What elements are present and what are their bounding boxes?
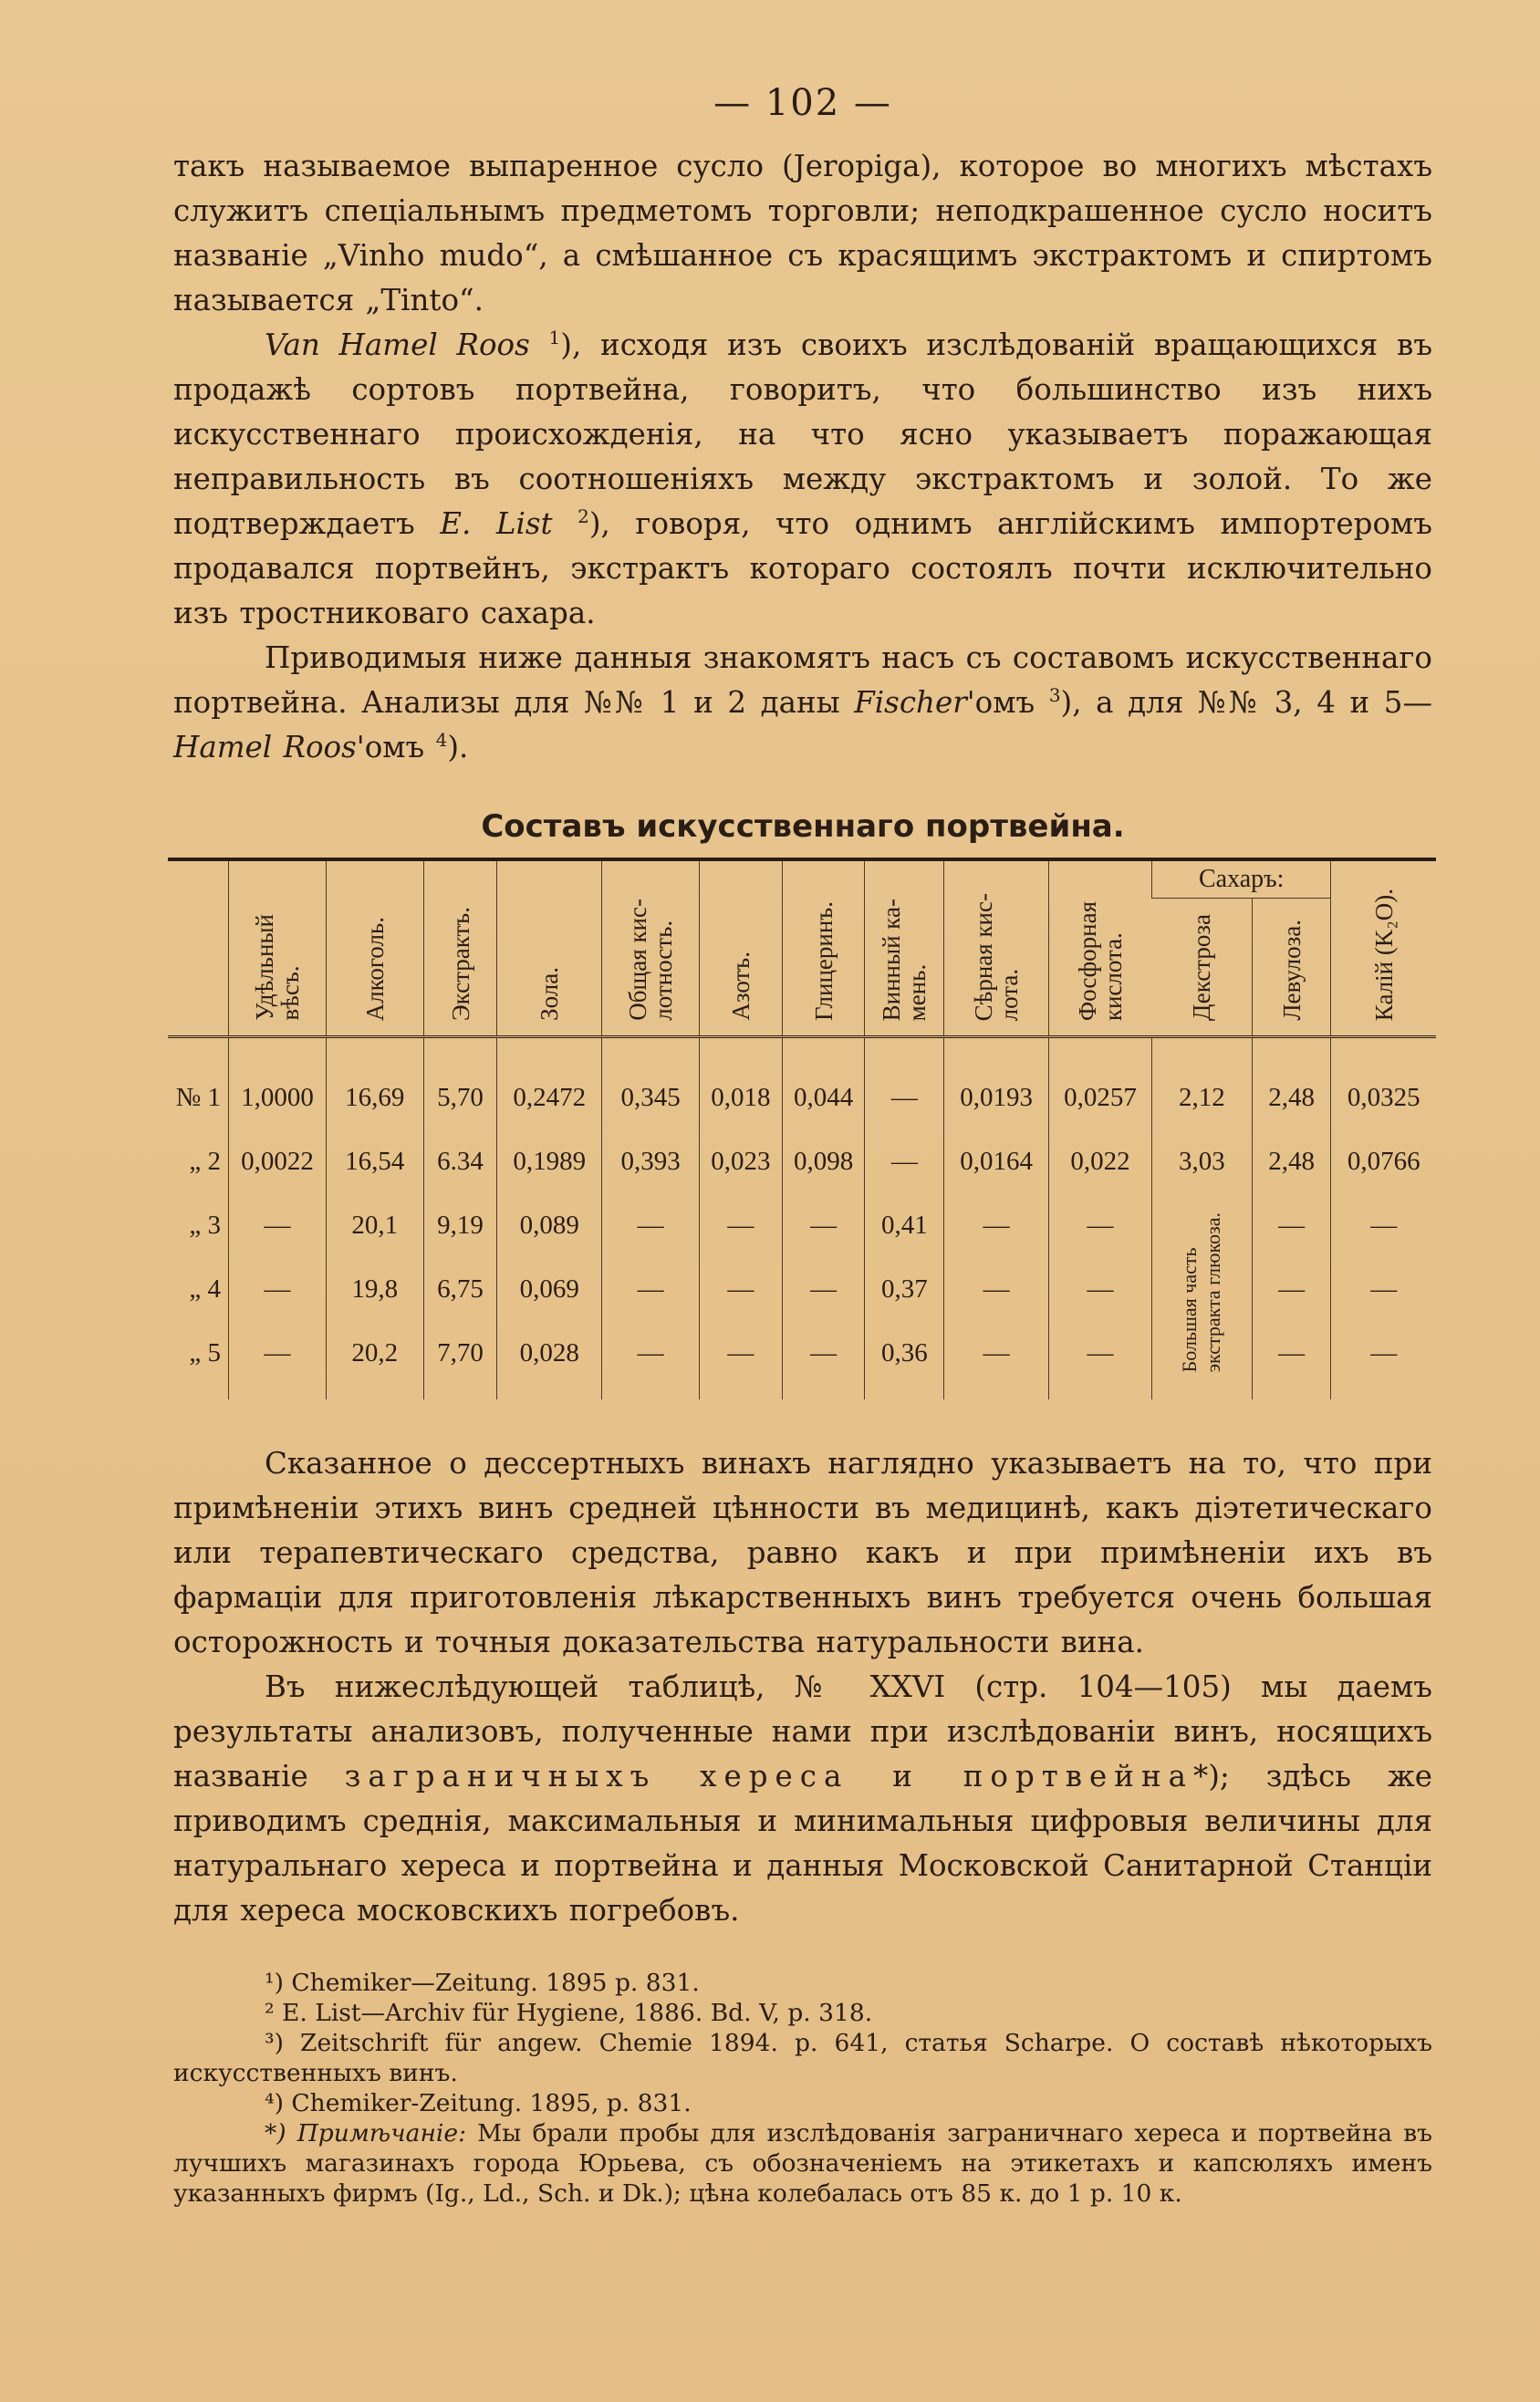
paragraph-4: Сказанное о дессертныхъ винахъ наглядно указываетъ на то, что при примѣненіи этихъ винъ средней цѣнности въ медицинѣ, какъ діэтетическаго или терапевтическаго средства, равно какъ и при примѣненіи ихъ въ фармаціи для приготовленія лѣкарственныхъ винъ требуется очень большая осторожность и точныя доказательства натуральности вина. <box>173 1446 1432 1659</box>
paragraph-3-text-a: Приводимыя ниже данныя знакомятъ насъ съ составомъ искусственнаго портвейна. Анализы для №№ 1 и 2 даны <box>173 640 1432 720</box>
author-fischer: Fischer <box>854 685 967 720</box>
cell-nitrogen: — <box>700 1321 783 1399</box>
cell-ash: 0,089 <box>497 1193 602 1257</box>
cell-tartaric-acid: 0,41 <box>865 1193 944 1257</box>
paragraph-3 <box>173 636 1432 770</box>
cell-tartaric-acid: — <box>865 1129 944 1193</box>
cell-alcohol: 16,54 <box>326 1129 423 1193</box>
footnote-5 <box>173 2118 1432 2209</box>
cell-glycerin: 0,098 <box>782 1129 865 1193</box>
cell-tartaric-acid: — <box>865 1037 944 1130</box>
cell-ash: 0,028 <box>497 1321 602 1399</box>
footnote-5-label: *) Примѣчаніе: <box>265 2119 467 2147</box>
cell-total-acidity: 0,393 <box>602 1129 700 1193</box>
header-levulose: Левулоза. <box>1252 899 1331 1037</box>
cell-alcohol: 19,8 <box>326 1257 423 1321</box>
table-title: Составъ искусственнаго портвейна. <box>481 808 1125 845</box>
footnote-5-text: Мы брали пробы для изслѣдованія заграничнаго хереса и портвейна въ лучшихъ магазинахъ города Юрьева, съ обозначеніемъ на этикетахъ и капсюляхъ именъ указанныхъ фирмъ (Ig., Ld., Sch. и Dk.); цѣна колебалась отъ 85 к. до 1 р. 10 к. <box>173 2119 1432 2208</box>
paragraph-1: такъ называемое выпаренное сусло (Jеrоріgа), которое во многихъ мѣстахъ служитъ спеціальнымъ предметомъ торговли; неподкрашенное сусло носитъ названіе „Vinho mudo“, а смѣшанное съ красящимъ экстрактомъ и спиртомъ называется „Tinto“. <box>173 149 1432 317</box>
cell-glycerin: — <box>782 1257 865 1321</box>
header-total-acidity: Общая кис- лотность. <box>602 859 700 1037</box>
cell-specific-gravity: 0,0022 <box>229 1129 327 1193</box>
paragraph-3-text-e: ). <box>447 730 469 764</box>
header-extract: Экстрактъ. <box>423 859 497 1037</box>
cell-sulfuric-acid: 0,0193 <box>944 1037 1049 1130</box>
header-nitrogen: Азотъ. <box>700 859 783 1037</box>
page-number: — 102 — <box>713 82 892 124</box>
header-sulfuric-acid: Сѣрная кис- лота. <box>944 859 1049 1037</box>
cell-levulose: 2,48 <box>1252 1129 1331 1193</box>
cell-extract: 6,75 <box>423 1257 497 1321</box>
header-alcohol: Алкоголь. <box>326 859 423 1037</box>
header-phosphoric-acid: Фосфорная кислота. <box>1049 859 1152 1037</box>
cell-sulfuric-acid: 0,0164 <box>944 1129 1049 1193</box>
table-row <box>168 1193 1436 1257</box>
footnote-ref-1: 1 <box>548 327 561 349</box>
cell-extract: 7,70 <box>423 1321 497 1399</box>
cell-nitrogen: 0,023 <box>700 1129 783 1193</box>
paragraph-3-text-d: 'омъ <box>356 730 436 764</box>
paragraph-2-text-a: ), исходя изъ своихъ изслѣдованій вращающихся въ продажѣ сортовъ портвейна, говоритъ, что большинство изъ нихъ искусственнаго происхожденія, на что ясно указываетъ поражающая неправильность въ соотношеніяхъ между экстрактомъ и золой. То же подтверждаетъ <box>173 328 1432 541</box>
cell-sulfuric-acid: — <box>944 1321 1049 1399</box>
cell-nitrogen: — <box>700 1193 783 1257</box>
header-number <box>168 859 229 1037</box>
cell-levulose: — <box>1252 1257 1331 1321</box>
footnote-ref-2: 2 <box>578 505 589 528</box>
cell-total-acidity: — <box>602 1321 700 1399</box>
author-hamel-roos: Hamel Roos <box>173 730 357 764</box>
paragraph-5-spaced-text: заграничныхъ хереса и портвейна <box>344 1759 1193 1794</box>
cell-potassium: — <box>1331 1257 1436 1321</box>
table-row <box>168 1129 1436 1193</box>
header-ash: Зола. <box>497 859 602 1037</box>
cell-number: „ 4 <box>189 1274 222 1304</box>
cell-total-acidity: — <box>602 1193 700 1257</box>
cell-phosphoric-acid: 0,0257 <box>1049 1037 1152 1130</box>
cell-potassium: 0,0766 <box>1331 1129 1436 1193</box>
cell-nitrogen: 0,018 <box>700 1037 783 1130</box>
cell-phosphoric-acid: — <box>1049 1257 1152 1321</box>
cell-dextrose: 3,03 <box>1151 1129 1252 1193</box>
cell-ash: 0,069 <box>497 1257 602 1321</box>
table-row <box>168 1037 1436 1130</box>
cell-extract: 5,70 <box>423 1037 497 1130</box>
cell-ash: 0,2472 <box>497 1037 602 1130</box>
footnote-ref-3: 3 <box>1048 684 1061 707</box>
cell-phosphoric-acid: — <box>1049 1321 1152 1399</box>
paragraph-3-text-c: ), а для №№ 3, 4 и 5— <box>1060 685 1432 720</box>
cell-nitrogen: — <box>700 1257 783 1321</box>
author-e-list: E. List <box>440 506 553 541</box>
paragraph-2 <box>173 323 1432 636</box>
cell-dextrose-glucose-note <box>1151 1193 1252 1399</box>
cell-total-acidity: — <box>602 1257 700 1321</box>
footnotes <box>173 1968 1432 2209</box>
cell-glycerin: 0,044 <box>782 1037 865 1130</box>
cell-number: № 1 <box>175 1082 222 1112</box>
cell-specific-gravity: — <box>229 1321 327 1399</box>
cell-potassium: — <box>1331 1321 1436 1399</box>
cell-sulfuric-acid: — <box>944 1257 1049 1321</box>
paragraph-5 <box>173 1665 1432 1933</box>
cell-levulose: — <box>1252 1321 1331 1399</box>
paragraph-2-text-b: ), говоря, что однимъ англійскимъ импортеромъ продавался портвейнъ, экстрактъ котораго состоялъ почти исключительно изъ тростниковаго сахара. <box>173 506 1432 630</box>
header-glycerin: Глицеринъ. <box>782 859 865 1037</box>
cell-sulfuric-acid: — <box>944 1193 1049 1257</box>
cell-alcohol: 16,69 <box>326 1037 423 1130</box>
cell-alcohol: 20,1 <box>326 1193 423 1257</box>
footnote-4: ⁴) Chemiker-Zeitung. 1895, p. 831. <box>265 2089 692 2117</box>
cell-specific-gravity: — <box>229 1193 327 1257</box>
header-dextrose: Декстроза <box>1151 899 1252 1037</box>
cell-levulose: — <box>1252 1193 1331 1257</box>
paragraph-5-text-a: Въ нижеслѣдующей таблицѣ, № XXVI (стр. 104—105) мы даемъ результаты анализовъ, полученные нами при изслѣдованіи винъ, носящихъ названіе <box>173 1669 1432 1794</box>
footnote-1: ¹) Chemiker—Zeitung. 1895 p. 831. <box>265 1969 700 1997</box>
paragraph-5-text-b: *); здѣсь же приводимъ среднія, максимальныя и минимальныя цифровыя величины для натуральнаго хереса и портвейна и данныя Московской Санитарной Станціи для хереса московскихъ погребовъ. <box>173 1759 1433 1928</box>
header-sugar-group: Сахаръ: <box>1151 859 1331 899</box>
cell-phosphoric-acid: — <box>1049 1193 1152 1257</box>
cell-potassium: — <box>1331 1193 1436 1257</box>
cell-dextrose: 2,12 <box>1151 1037 1252 1130</box>
cell-extract: 6.34 <box>423 1129 497 1193</box>
header-potassium: Калій (K₂O). <box>1331 859 1436 1037</box>
author-van-hamel-roos: Van Hamel Roos <box>265 328 530 362</box>
cell-glycerin: — <box>782 1321 865 1399</box>
cell-total-acidity: 0,345 <box>602 1037 700 1130</box>
paragraph-3-text-b: 'омъ <box>966 685 1049 720</box>
cell-number: „ 2 <box>189 1146 222 1176</box>
cell-glycerin: — <box>782 1193 865 1257</box>
footnote-ref-4: 4 <box>435 729 448 752</box>
glucose-note: Большая часть экстракта глюкоза. <box>1178 1212 1225 1373</box>
cell-potassium: 0,0325 <box>1331 1037 1436 1130</box>
footnote-2: ² E. List—Archiv für Hygiene, 1886. Bd. V, p. 318. <box>265 1999 873 2027</box>
cell-specific-gravity: 1,0000 <box>229 1037 327 1130</box>
header-tartaric-acid: Винный ка- мень. <box>865 859 944 1037</box>
cell-tartaric-acid: 0,37 <box>865 1257 944 1321</box>
cell-tartaric-acid: 0,36 <box>865 1321 944 1399</box>
cell-extract: 9,19 <box>423 1193 497 1257</box>
cell-number: „ 5 <box>189 1337 222 1367</box>
footnote-3: ³) Zeitschrift für angew. Chemie 1894. p. 641, статья Scharpe. О составѣ нѣкоторыхъ искусственныхъ винъ. <box>173 2029 1432 2087</box>
cell-levulose: 2,48 <box>1252 1037 1331 1130</box>
cell-alcohol: 20,2 <box>326 1321 423 1399</box>
cell-specific-gravity: — <box>229 1257 327 1321</box>
page-content <box>173 82 1432 2209</box>
header-specific-gravity: Удѣльный вѣсъ. <box>229 859 327 1037</box>
cell-phosphoric-acid: 0,022 <box>1049 1129 1152 1193</box>
cell-number: „ 3 <box>189 1210 222 1240</box>
artificial-port-table <box>168 858 1436 1399</box>
cell-ash: 0,1989 <box>497 1129 602 1193</box>
